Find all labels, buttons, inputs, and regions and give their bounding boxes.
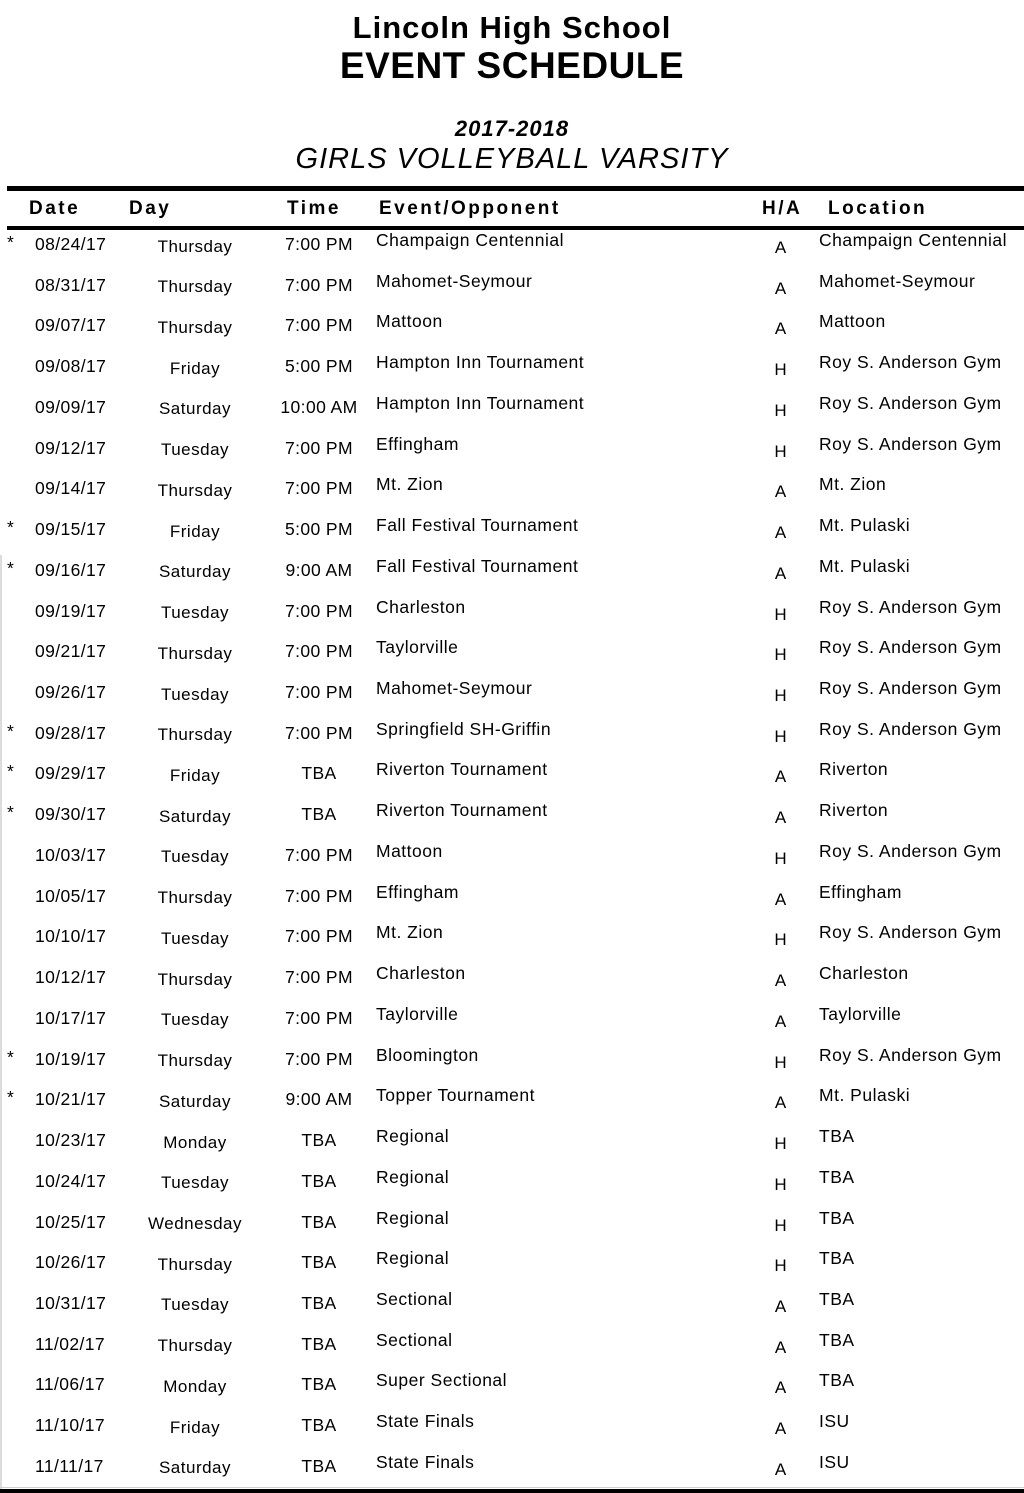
date-cell: 09/15/17 [35,519,107,540]
date-cell: 10/21/17 [35,1089,107,1110]
date-cell: 10/03/17 [35,844,107,865]
schedule-row [0,1248,1024,1291]
home-away-cell: A [774,1337,787,1357]
day-cell: Tuesday [160,440,230,460]
schedule-row [0,433,1024,477]
time-cell: 9:00 AM [285,559,353,580]
location-cell: TBA [819,1166,855,1187]
conference-asterisk: * [7,802,14,823]
schedule-row [0,1288,1024,1332]
location-cell: TBA [819,1370,855,1391]
event-opponent-cell: Hampton Inn Tournament [376,352,585,373]
day-cell: Thursday [157,277,233,297]
event-opponent-cell: Springfield SH-Griffin [376,718,552,739]
day-cell: Saturday [158,1458,232,1478]
date-cell: 10/23/17 [35,1130,107,1151]
home-away-cell: A [774,319,787,339]
column-header-date: Date [29,198,81,219]
schedule-row [0,1411,1024,1454]
event-opponent-cell: Effingham [376,881,459,902]
time-cell: TBA [301,1415,337,1436]
date-cell: 11/10/17 [35,1415,106,1436]
home-away-cell: A [774,278,787,298]
event-opponent-cell: State Finals [376,1411,475,1432]
time-cell: TBA [301,1252,337,1273]
event-opponent-cell: Regional [376,1248,450,1269]
home-away-cell: H [774,1134,787,1154]
day-cell: Thursday [157,317,233,337]
schedule-row [0,678,1024,721]
season-label: 2017-2018 [454,116,570,141]
location-cell: Roy S. Anderson Gym [819,1044,1002,1065]
home-away-cell: A [774,808,787,828]
date-cell: 09/30/17 [35,804,107,825]
conference-asterisk: * [7,761,14,782]
event-opponent-cell: Riverton Tournament [376,800,548,821]
schedule-row [0,1370,1024,1413]
event-opponent-cell: Taylorville [376,637,459,658]
schedule-row [0,1126,1024,1169]
event-opponent-cell: Charleston [376,596,466,617]
schedule-row [0,1003,1024,1047]
location-cell: Mt. Zion [819,474,887,495]
schedule-row [0,474,1024,517]
column-header-home-away: H/A [762,198,803,219]
home-away-cell: A [774,563,787,583]
schedule-row [0,637,1024,680]
event-opponent-cell: Fall Festival Tournament [376,555,579,576]
home-away-cell: A [774,1378,787,1398]
date-cell: 10/19/17 [35,1048,107,1069]
day-cell: Thursday [157,480,233,500]
home-away-cell: A [774,971,787,991]
time-cell: 7:00 PM [285,682,353,703]
location-cell: Roy S. Anderson Gym [819,678,1002,699]
time-cell: TBA [301,1455,337,1476]
event-opponent-cell: Regional [376,1207,450,1228]
day-cell: Monday [163,1132,227,1152]
conference-asterisk: * [7,1087,14,1108]
day-cell: Friday [169,521,221,541]
day-cell: Friday [169,1417,221,1437]
event-opponent-cell: Mattoon [376,840,443,861]
column-header-location: Location [828,198,928,219]
time-cell: 5:00 PM [285,356,353,377]
date-cell: 09/19/17 [35,600,107,621]
schedule-row [0,759,1024,802]
date-cell: 09/08/17 [35,356,107,377]
time-cell: TBA [301,763,337,784]
date-cell: 10/12/17 [35,967,107,988]
location-cell: TBA [819,1248,855,1269]
day-cell: Thursday [157,725,233,745]
home-away-cell: H [774,400,787,420]
date-cell: 10/31/17 [35,1292,107,1313]
day-cell: Friday [169,765,221,785]
day-cell: Thursday [157,1336,233,1356]
day-cell: Saturday [158,806,232,826]
day-cell: Thursday [157,643,233,663]
schedule-row [0,963,1024,1006]
conference-asterisk: * [7,1046,14,1067]
schedule-row [0,718,1024,762]
day-cell: Thursday [157,1051,233,1071]
time-cell: 7:00 PM [285,1007,353,1028]
date-cell: 10/17/17 [35,1007,107,1028]
schedule-row [0,800,1024,843]
day-cell: Tuesday [160,684,230,704]
time-cell: 7:00 PM [285,926,353,947]
event-opponent-cell: Sectional [376,1329,453,1350]
date-cell: 11/02/17 [35,1333,106,1354]
location-cell: Roy S. Anderson Gym [819,352,1002,373]
location-cell: TBA [819,1126,855,1147]
location-cell: TBA [819,1329,855,1350]
schedule-row [0,1207,1024,1251]
day-cell: Tuesday [160,847,230,867]
time-cell: 7:00 PM [285,315,353,336]
home-away-cell: H [774,686,787,706]
event-opponent-cell: Bloomington [376,1044,479,1065]
location-cell: Mt. Pulaski [819,515,911,536]
event-opponent-cell: Topper Tournament [376,1085,535,1106]
day-cell: Thursday [157,1254,233,1274]
location-cell: Mattoon [819,311,886,332]
day-cell: Tuesday [160,603,230,623]
date-cell: 09/09/17 [35,396,107,417]
column-header-event-opponent: Event/Opponent [379,198,561,219]
home-away-cell: A [774,1419,787,1439]
team-label: GIRLS VOLLEYBALL VARSITY [295,143,729,175]
day-cell: Friday [169,358,221,378]
schedule-row [0,1085,1024,1128]
date-cell: 10/26/17 [35,1252,107,1273]
conference-asterisk: * [7,720,14,741]
home-away-cell: A [774,1459,787,1479]
location-cell: Roy S. Anderson Gym [819,433,1002,454]
location-cell: Mt. Pulaski [819,555,911,576]
date-cell: 08/24/17 [35,234,107,254]
time-cell: 7:00 PM [285,600,353,621]
schedule-row [0,230,1024,273]
location-cell: Riverton [819,800,889,821]
date-cell: 09/14/17 [35,478,107,499]
event-opponent-cell: Mahomet-Seymour [376,270,533,291]
date-cell: 08/31/17 [35,274,107,295]
date-cell: 09/26/17 [35,682,107,703]
day-cell: Wednesday [148,1214,242,1234]
home-away-cell: A [774,1011,787,1031]
event-opponent-cell: Champaign Centennial [376,230,565,250]
time-cell: TBA [301,1374,337,1395]
day-cell: Thursday [157,969,233,989]
date-cell: 09/21/17 [35,641,107,662]
location-cell: ISU [819,1451,850,1472]
home-away-cell: A [774,767,787,787]
home-away-cell: H [774,726,787,746]
location-cell: Roy S. Anderson Gym [819,840,1002,861]
home-away-cell: A [774,889,787,909]
time-cell: 7:00 PM [285,478,353,499]
day-cell: Thursday [157,236,233,256]
time-cell: 7:00 PM [285,437,353,458]
event-opponent-cell: Regional [376,1166,450,1187]
time-cell: 10:00 AM [280,396,358,417]
home-away-cell: H [774,645,787,665]
location-cell: Roy S. Anderson Gym [819,718,1002,739]
location-cell: Mahomet-Seymour [819,270,976,291]
day-cell: Saturday [158,562,232,582]
schedule-row [0,596,1024,640]
home-away-cell: A [774,238,787,257]
time-cell: 7:00 PM [285,1048,353,1069]
top-rule [7,186,1024,191]
location-cell: ISU [819,1411,850,1432]
schedule-row [0,1166,1024,1210]
date-cell: 10/24/17 [35,1170,107,1191]
location-cell: Roy S. Anderson Gym [819,392,1002,413]
time-cell: TBA [301,1292,337,1313]
home-away-cell: A [774,482,787,502]
date-cell: 09/07/17 [35,315,107,336]
location-cell: Mt. Pulaski [819,1085,911,1106]
event-opponent-cell: Riverton Tournament [376,759,548,780]
time-cell: 7:00 PM [285,967,353,988]
schedule-row [0,392,1024,436]
page-left-edge-line [0,555,2,1493]
location-cell: TBA [819,1207,855,1228]
column-header-time: Time [287,198,342,219]
home-away-cell: H [774,604,787,624]
column-header-day: Day [129,198,172,219]
home-away-cell: A [774,1093,787,1113]
date-cell: 09/12/17 [35,437,107,458]
schedule-row [0,1044,1024,1088]
event-opponent-cell: Regional [376,1126,450,1147]
event-opponent-cell: State Finals [376,1451,475,1472]
date-cell: 11/11/17 [35,1455,104,1476]
day-cell: Thursday [157,888,233,908]
time-cell: 7:00 PM [285,722,353,743]
time-cell: 9:00 AM [285,1089,353,1110]
location-cell: Roy S. Anderson Gym [819,637,1002,658]
day-cell: Saturday [158,399,232,419]
schedule-row [0,840,1024,884]
event-opponent-cell: Super Sectional [376,1370,508,1391]
time-cell: 7:00 PM [285,885,353,906]
date-cell: 10/05/17 [35,885,107,906]
date-cell: 09/29/17 [35,763,107,784]
event-opponent-cell: Fall Festival Tournament [376,515,579,536]
day-cell: Tuesday [160,928,230,948]
event-opponent-cell: Mahomet-Seymour [376,678,533,699]
day-cell: Tuesday [160,1173,230,1193]
home-away-cell: H [774,1052,787,1072]
location-cell: Champaign Centennial [819,230,1008,250]
schedule-row [0,1329,1024,1373]
location-cell: Charleston [819,963,909,984]
time-cell: TBA [301,1130,337,1151]
day-cell: Tuesday [160,1010,230,1030]
time-cell: TBA [301,1333,337,1354]
home-away-cell: H [774,441,787,461]
event-opponent-cell: Charleston [376,963,466,984]
event-opponent-cell: Sectional [376,1288,453,1309]
conference-asterisk: * [7,517,14,538]
conference-asterisk: * [7,557,14,578]
date-cell: 10/10/17 [35,926,107,947]
event-opponent-cell: Effingham [376,433,459,454]
date-cell: 09/16/17 [35,559,107,580]
date-cell: 09/28/17 [35,722,107,743]
home-away-cell: H [774,1174,787,1194]
day-cell: Saturday [158,1091,232,1111]
event-opponent-cell: Mattoon [376,311,443,332]
time-cell: 7:00 PM [285,274,353,295]
event-opponent-cell: Taylorville [376,1003,459,1024]
event-opponent-cell: Mt. Zion [376,474,444,495]
schedule-row [0,352,1024,395]
home-away-cell: A [774,1296,787,1316]
event-opponent-cell: Mt. Zion [376,922,444,943]
page-title: EVENT SCHEDULE [339,45,685,86]
time-cell: 5:00 PM [285,519,353,540]
schedule-row [0,881,1024,925]
bottom-rule [0,1489,1024,1493]
location-cell: Roy S. Anderson Gym [819,596,1002,617]
time-cell: TBA [301,804,337,825]
location-cell: TBA [819,1288,855,1309]
time-cell: 7:00 PM [285,641,353,662]
event-opponent-cell: Hampton Inn Tournament [376,392,585,413]
school-name: Lincoln High School [352,10,672,45]
location-cell: Effingham [819,881,902,902]
bottom-faint-line [0,1487,1024,1488]
home-away-cell: H [774,1215,787,1235]
schedule-row [0,922,1024,965]
home-away-cell: H [774,1256,787,1276]
home-away-cell: H [774,360,787,380]
schedule-row [0,270,1024,314]
day-cell: Tuesday [160,1295,230,1315]
time-cell: 7:00 PM [285,844,353,865]
day-cell: Monday [163,1376,227,1396]
location-cell: Taylorville [819,1003,902,1024]
schedule-row [0,311,1024,354]
home-away-cell: H [774,930,787,950]
time-cell: TBA [301,1170,337,1191]
location-cell: Roy S. Anderson Gym [819,922,1002,943]
location-cell: Riverton [819,759,889,780]
home-away-cell: A [774,523,787,543]
date-cell: 11/06/17 [35,1374,106,1395]
schedule-row [0,515,1024,558]
time-cell: 7:00 PM [285,234,353,254]
schedule-row [0,555,1024,599]
time-cell: TBA [301,1211,337,1232]
conference-asterisk: * [7,232,14,252]
date-cell: 10/25/17 [35,1211,107,1232]
home-away-cell: H [774,848,787,868]
